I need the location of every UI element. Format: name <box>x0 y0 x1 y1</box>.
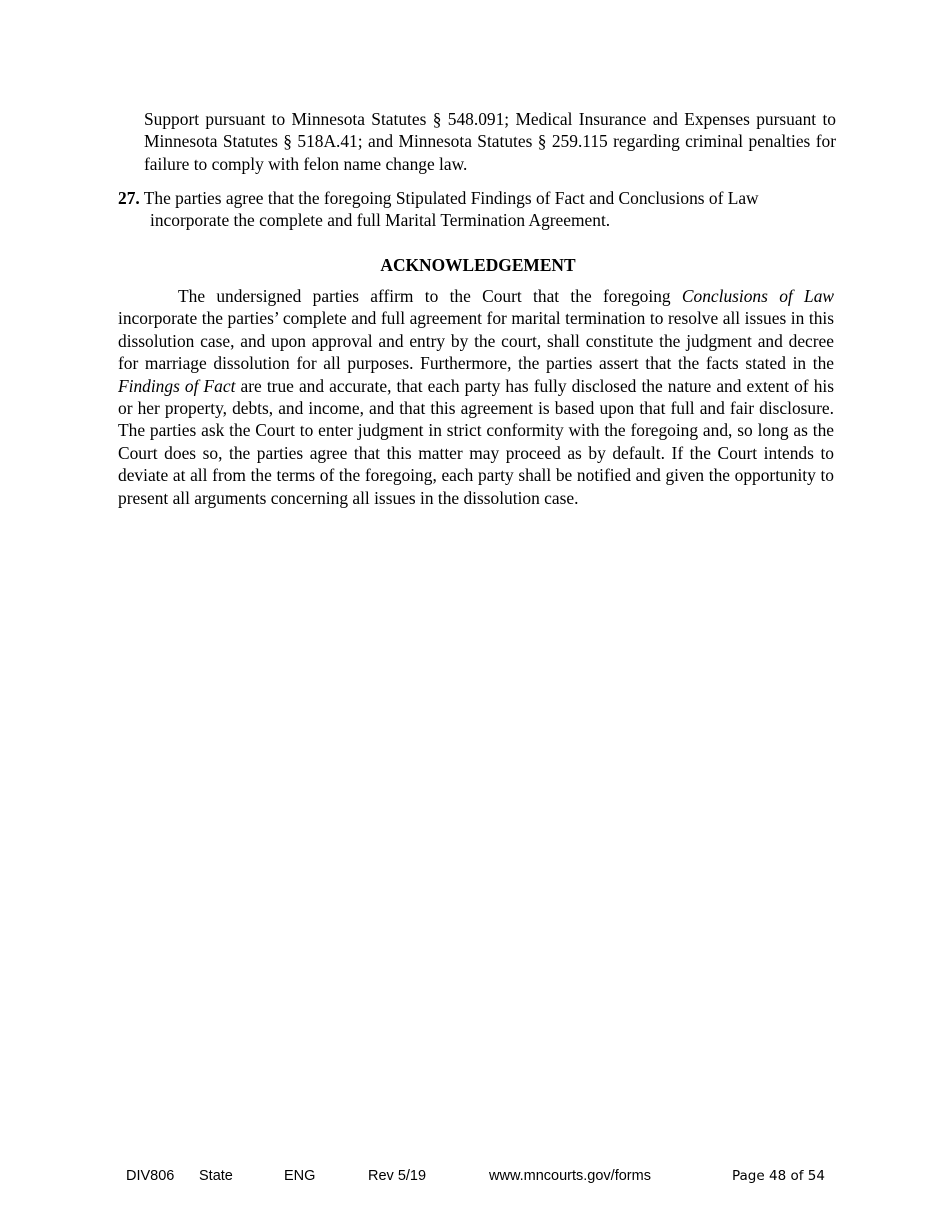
page-footer <box>0 1166 950 1186</box>
acknowledgement-paragraph <box>118 285 834 509</box>
numbered-item-27 <box>118 187 838 232</box>
continuation-paragraph: Support pursuant to Minnesota Statutes § 548.091; Medical Insurance and Expenses pursuant to Minnesota Statutes § 518A.41; and Minnesota Statutes § 259.115 regarding criminal penalties for failure to comply with felon name change law. <box>144 109 836 174</box>
footer-jurisdiction: State <box>199 1168 233 1184</box>
item-27-line2: incorporate the complete and full Marital Termination Agreement. <box>150 210 611 231</box>
footer-page-number: Page 48 of 54 <box>732 1168 825 1184</box>
ack-text-part2: incorporate the parties’ complete and full agreement for marital termination to resolve all issues in this dissolution case, and upon approval and entry by the court, shall constitute the judgment and decree for marriage dissolution for all purposes. Furthermore, the parties assert that the facts stated in the <box>118 308 834 374</box>
item-27-line1: The parties agree that the foregoing Stipulated Findings of Fact and Conclusions of Law <box>143 188 759 208</box>
ack-italic-conclusions: Conclusions of Law <box>681 286 835 306</box>
ack-italic-findings: Findings of Fact <box>118 375 236 396</box>
footer-revision: Rev 5/19 <box>368 1168 427 1184</box>
ack-text-part3: are true and accurate, that each party has fully disclosed the nature and extent of his or her property, debts, and income, and that this agreement is based upon that full and fair disclosure. The parties ask the Court to enter judgment in strict conformity with the foregoing and, so long as the Court does so, the parties agree that this matter may proceed as by default. If the Court intends to deviate at all from the terms of the foregoing, each party shall be notified and given the opportunity to present all arguments concerning all issues in the dissolution case. <box>118 375 834 508</box>
item-number: 27. <box>118 188 140 208</box>
footer-form-code: DIV806 <box>126 1168 175 1184</box>
footer-language: ENG <box>284 1168 316 1184</box>
footer-url: www.mncourts.gov/forms <box>489 1168 651 1184</box>
ack-text-part1: The undersigned parties affirm to the Court that the foregoing <box>178 286 682 306</box>
section-heading: ACKNOWLEDGEMENT <box>380 255 576 275</box>
